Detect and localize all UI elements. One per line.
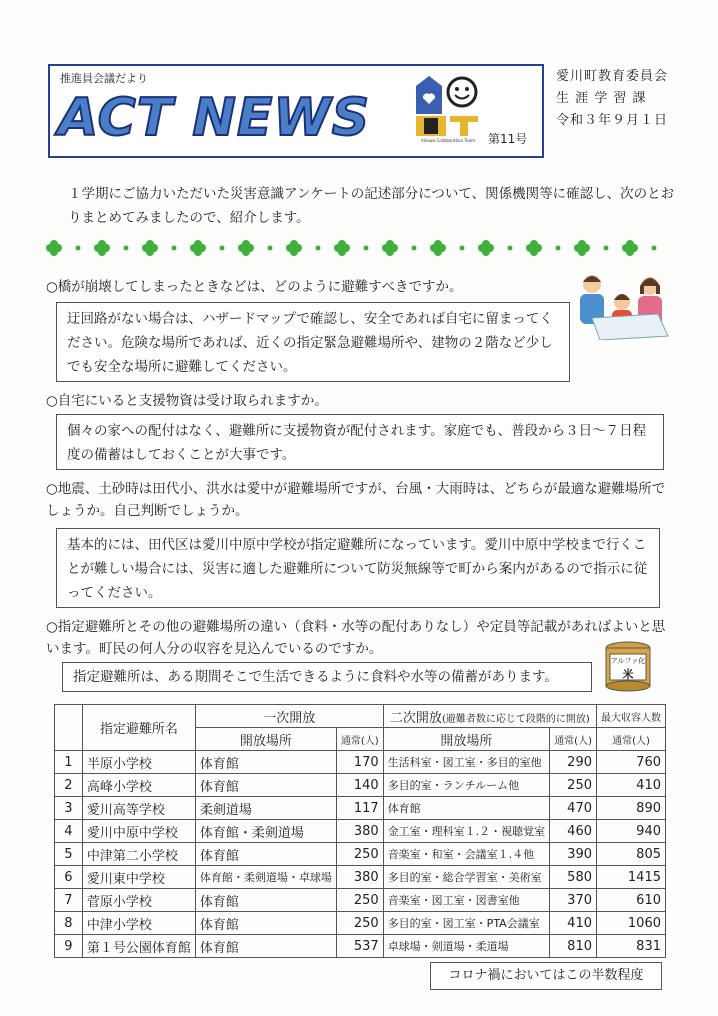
row-number: 8	[55, 912, 83, 935]
first-open-count: 250	[336, 843, 383, 866]
row-number: 4	[55, 820, 83, 843]
first-open-place: 体育館・柔剣道場	[195, 820, 336, 843]
shelter-name: 高峰小学校	[82, 774, 195, 797]
max-capacity: 831	[597, 935, 666, 958]
clover-icon	[508, 246, 513, 251]
intro-paragraph: １学期にご協力いただいた災害意識アンケートの記述部分について、関係機関等に確認し、次のとおりまとめてみましたので、紹介します。	[68, 186, 675, 226]
clover-icon	[412, 246, 417, 251]
clover-icon	[574, 240, 590, 256]
clover-icon	[556, 246, 561, 251]
second-open-count: 470	[550, 797, 597, 820]
newsletter-title: ACT NEWS	[58, 88, 371, 148]
clover-icon	[460, 246, 465, 251]
clover-icon	[478, 240, 494, 256]
question-4: ○指定避難所とその他の避難場所の違い（食料・水等の配付ありなし）や定員等記載があればよいと思います。町民の何人分の収容を見込んでいるのですか。	[46, 619, 666, 657]
second-open-note: (避難者数に応じて段階的に開放)	[441, 713, 590, 725]
answer-2: 個々の家への配付はなく、避難所に支援物資が配付されます。家庭でも、普段から３日～７日程度の備蓄はしておくことが大事です。	[56, 414, 664, 470]
clover-divider	[44, 236, 664, 260]
max-capacity: 760	[597, 751, 666, 774]
first-open-count: 170	[336, 751, 383, 774]
table-row	[55, 889, 666, 912]
answer-3: 基本的には、田代区は愛川中原中学校が指定避難所になっています。愛川中原中学校まで行くことが難しい場合には、災害に適した避難所について防災無線等で町から案内があるので指示に従ってください。	[56, 528, 660, 608]
clover-icon	[220, 246, 225, 251]
first-open-count: 250	[336, 912, 383, 935]
row-number: 5	[55, 843, 83, 866]
max-capacity: 1415	[597, 866, 666, 889]
clover-icon	[286, 240, 302, 256]
row-number: 2	[55, 774, 83, 797]
shelter-name: 愛川高等学校	[82, 797, 195, 820]
second-open-place: 生活科室・図工室・多目的室他	[383, 751, 550, 774]
question-3: ○地震、土砂時は田代小、洪水は愛中が避難場所ですが、台風・大雨時は、どちらが最適な避難場所でしょうか。自己判断でしょうか。	[46, 481, 666, 519]
table-row	[55, 751, 666, 774]
second-open-place: 音楽室・図工室・図書室他	[383, 889, 550, 912]
clover-icon	[172, 246, 177, 251]
table-header-max: 最大収容人数	[597, 705, 666, 728]
table-header-second	[383, 705, 596, 728]
table-header-normal3: 通常(人)	[597, 728, 666, 751]
first-open-count: 140	[336, 774, 383, 797]
second-open-place: 多目的室・ランチルーム他	[383, 774, 550, 797]
first-open-place: 体育館	[195, 935, 336, 958]
row-number: 6	[55, 866, 83, 889]
table-row	[55, 935, 666, 958]
second-open-place: 音楽室・和室・会議室１.４他	[383, 843, 550, 866]
clover-icon	[142, 240, 158, 256]
clover-icon	[76, 246, 81, 251]
answer-1: 迂回路がない場合は、ハザードマップで確認し、安全であれば自宅に留まってください。危険な場所であれば、近くの指定緊急避難場所や、建物の２階など少しでも安全な場所に避難してください。	[56, 302, 570, 382]
shelter-name: 菅原小学校	[82, 889, 195, 912]
can-label-main: 米	[622, 668, 634, 681]
second-open-count: 250	[550, 774, 597, 797]
row-number: 1	[55, 751, 83, 774]
first-open-place: 体育館	[195, 751, 336, 774]
question-2: ○自宅にいると支援物資は受け取られますか。	[46, 393, 328, 409]
second-open-place: 卓球場・剣道場・柔道場	[383, 935, 550, 958]
first-open-place: 体育館	[195, 889, 336, 912]
clover-icon	[268, 246, 273, 251]
shelter-name: 中津第二小学校	[82, 843, 195, 866]
second-open-count: 290	[550, 751, 597, 774]
first-open-place: 体育館・柔剣道場・卓球場	[195, 866, 336, 889]
act-logo-icon	[414, 74, 482, 144]
max-capacity: 940	[597, 820, 666, 843]
clover-icon	[604, 246, 609, 251]
second-open-place: 多目的室・図工室・PTA会議室	[383, 912, 550, 935]
second-open-place: 多目的室・総合学習室・美術室	[383, 866, 550, 889]
table-header-blank	[55, 705, 83, 751]
table-row	[55, 866, 666, 889]
table-row	[55, 843, 666, 866]
clover-icon	[238, 240, 254, 256]
table-header-name: 指定避難所名	[82, 705, 195, 751]
table-header-normal2: 通常(人)	[550, 728, 597, 751]
shelter-table	[54, 704, 666, 958]
covid-capacity-note: コロナ禍においてはこの半数程度	[430, 962, 662, 990]
second-open-count: 460	[550, 820, 597, 843]
clover-icon	[430, 240, 446, 256]
table-header-first: 一次開放	[195, 705, 383, 728]
table-row	[55, 912, 666, 935]
header-subtitle: 推進員会議だより	[60, 72, 148, 85]
publisher-block	[556, 66, 668, 132]
second-open-place: 体育館	[383, 797, 550, 820]
table-row	[55, 774, 666, 797]
clover-icon	[94, 240, 110, 256]
first-open-place: 体育館	[195, 843, 336, 866]
issue-date: 令和３年９月１日	[556, 113, 669, 128]
first-open-count: 380	[336, 866, 383, 889]
table-header-place1: 開放場所	[195, 728, 336, 751]
table-header-normal1: 通常(人)	[336, 728, 383, 751]
max-capacity: 410	[597, 774, 666, 797]
second-open-place: 金工室・理科室１.２・視聴覚室	[383, 820, 550, 843]
first-open-count: 250	[336, 889, 383, 912]
issue-number: 第11号	[488, 132, 528, 146]
shelter-name: 愛川東中学校	[82, 866, 195, 889]
clover-icon	[622, 240, 638, 256]
table-row	[55, 797, 666, 820]
department-name: 生 涯 学 習 課	[556, 91, 647, 106]
row-number: 7	[55, 889, 83, 912]
rice-can-icon	[600, 640, 656, 692]
first-open-place: 体育館	[195, 774, 336, 797]
second-open-label: 二次開放	[389, 710, 442, 726]
row-number: 3	[55, 797, 83, 820]
shelter-name: 中津小学校	[82, 912, 195, 935]
clover-icon	[526, 240, 542, 256]
clover-icon	[190, 240, 206, 256]
shelter-name: 半原小学校	[82, 751, 195, 774]
clover-icon	[46, 240, 62, 256]
clover-icon	[316, 246, 321, 251]
max-capacity: 805	[597, 843, 666, 866]
first-open-place: 柔剣道場	[195, 797, 336, 820]
first-open-count: 117	[336, 797, 383, 820]
publisher-name: 愛川町教育委員会	[556, 69, 669, 84]
clover-icon	[382, 240, 398, 256]
first-open-count: 380	[336, 820, 383, 843]
family-map-icon	[572, 270, 672, 340]
clover-icon	[652, 246, 657, 251]
can-label-top: アルファ化	[610, 657, 646, 665]
second-open-count: 810	[550, 935, 597, 958]
logo-caption: Aikawa Collaboration Team	[420, 138, 476, 143]
row-number: 9	[55, 935, 83, 958]
shelter-name: 愛川中原中学校	[82, 820, 195, 843]
second-open-count: 370	[550, 889, 597, 912]
table-header-place2: 開放場所	[383, 728, 550, 751]
clover-icon	[364, 246, 369, 251]
question-1: ○橋が崩壊してしまったときなどは、どのように避難すべきですか。	[46, 279, 463, 295]
first-open-count: 537	[336, 935, 383, 958]
max-capacity: 1060	[597, 912, 666, 935]
answer-4: 指定避難所は、ある期間そこで生活できるように食料や水等の備蓄があります。	[62, 662, 592, 692]
table-row	[55, 820, 666, 843]
clover-icon	[124, 246, 129, 251]
max-capacity: 610	[597, 889, 666, 912]
first-open-place: 体育館	[195, 912, 336, 935]
clover-icon	[334, 240, 350, 256]
max-capacity: 890	[597, 797, 666, 820]
second-open-count: 390	[550, 843, 597, 866]
second-open-count: 580	[550, 866, 597, 889]
shelter-name: 第１号公園体育館	[82, 935, 195, 958]
second-open-count: 410	[550, 912, 597, 935]
